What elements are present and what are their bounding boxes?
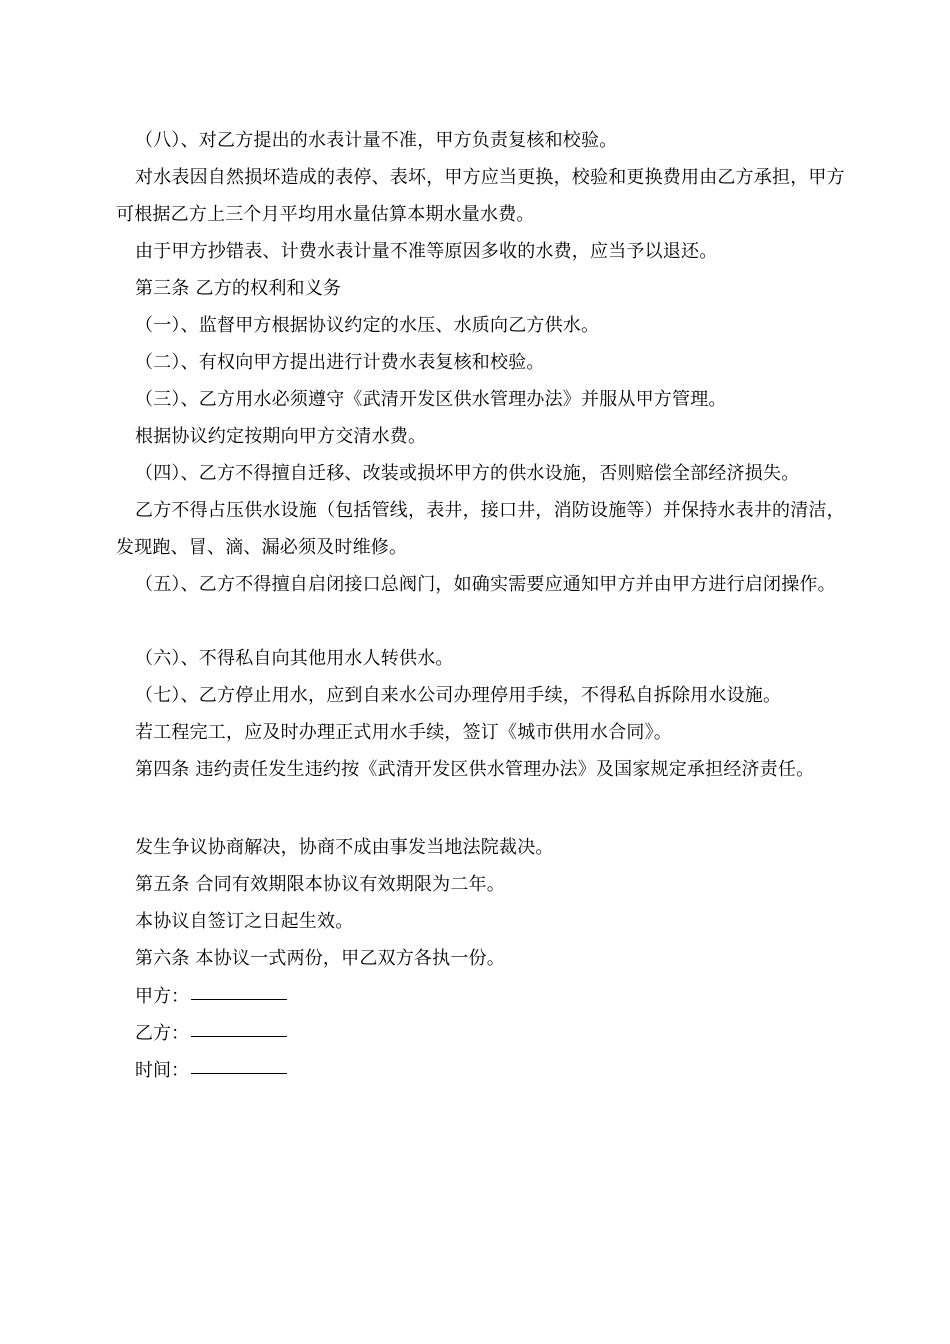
paragraph-no-occupy: 乙方不得占压供水设施（包括管线，表井，接口井，消防设施等）并保持水表井的清洁，发现跑、冒、滴、漏必须及时维修。	[116, 500, 845, 558]
paragraph-clause-8: （八）、对乙方提出的水表计量不准，甲方负责复核和校验。	[135, 130, 618, 151]
paragraph-clause-5: （五）、乙方不得擅自启闭接口总阀门，如确实需要应通知甲方并由甲方进行启闭操作。	[135, 574, 836, 595]
heading-article-6: 第六条 本协议一式两份，甲乙双方各执一份。	[135, 948, 505, 969]
signature-date	[135, 1052, 287, 1089]
signature-party-b	[135, 1015, 287, 1052]
paragraph-clause-3: （三）、乙方用水必须遵守《武清开发区供水管理办法》并服从甲方管理。	[135, 389, 727, 410]
heading-article-4: 第四条 违约责任发生违约按《武清开发区供水管理办法》及国家规定承担经济责任。	[135, 759, 815, 780]
paragraph-pay-fees: 根据协议约定按期向甲方交清水费。	[135, 426, 427, 447]
party-a-label: 甲方：	[135, 986, 189, 1007]
heading-article-5: 第五条 合同有效期限本协议有效期限为二年。	[135, 874, 505, 895]
date-signature-line	[191, 1072, 287, 1074]
paragraph-clause-6: （六）、不得私自向其他用水人转供水。	[135, 648, 454, 669]
paragraph-project-complete: 若工程完工，应及时办理正式用水手续，签订《城市供用水合同》。	[135, 722, 672, 743]
paragraph-clause-1: （一）、监督甲方根据协议约定的水压、水质向乙方供水。	[135, 315, 600, 336]
paragraph-dispute: 发生争议协商解决，协商不成由事发当地法院裁决。	[135, 837, 554, 858]
paragraph-refund: 由于甲方抄错表、计费水表计量不准等原因多收的水费，应当予以退还。	[135, 241, 718, 262]
paragraph-clause-2: （二）、有权向甲方提出进行计费水表复核和校验。	[135, 352, 545, 373]
party-b-signature-line	[191, 1035, 287, 1037]
paragraph-clause-7: （七）、乙方停止用水，应到自来水公司办理停用手续，不得私自拆除用水设施。	[135, 685, 782, 706]
party-a-signature-line	[191, 998, 287, 1000]
paragraph-clause-4: （四）、乙方不得擅自迁移、改装或损坏甲方的供水设施，否则赔偿全部经济损失。	[135, 463, 800, 484]
heading-article-3: 第三条 乙方的权利和义务	[135, 278, 342, 299]
date-label: 时间：	[135, 1060, 189, 1081]
party-b-label: 乙方：	[135, 1023, 189, 1044]
paragraph-meter-damage: 对水表因自然损坏造成的表停、表坏，甲方应当更换，校验和更换费用由乙方承担，甲方可根据乙方上三个月平均用水量估算本期水量水费。	[116, 167, 845, 225]
paragraph-effective: 本协议自签订之日起生效。	[135, 911, 354, 932]
signature-party-a	[135, 978, 287, 1015]
